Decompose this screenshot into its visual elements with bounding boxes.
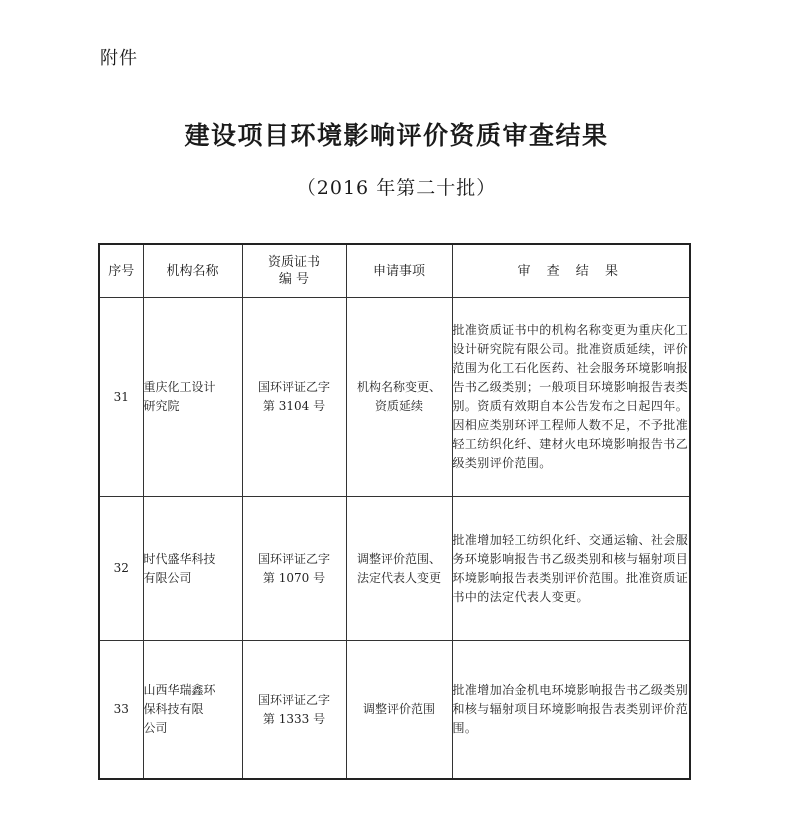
cell-cert-number: 国环评证乙字 第 1333 号 xyxy=(242,641,346,780)
table-header-row xyxy=(99,244,690,298)
cell-application-item: 机构名称变更、 资质延续 xyxy=(346,298,452,497)
column-header-no: 序号 xyxy=(99,244,143,298)
column-header-item: 申请事项 xyxy=(346,244,452,298)
cell-application-item: 调整评价范围、 法定代表人变更 xyxy=(346,497,452,641)
column-header-name: 机构名称 xyxy=(143,244,242,298)
cell-cert-number: 国环评证乙字 第 1070 号 xyxy=(242,497,346,641)
table-row xyxy=(99,497,690,641)
result-paragraph: 批准资质证书中的机构名称变更为重庆化工设计研究院有限公司。批准资质延续，评价范围为化工石化医药、社会服务环境影响报告书乙级类别；一般项目环境影响报告表类别。资质有效期自本公告发布之日起四年。 xyxy=(452,323,689,413)
attachment-label: 附件 xyxy=(100,48,138,69)
review-result-table xyxy=(98,243,691,780)
result-paragraph: 批准增加轻工纺织化纤、交通运输、社会服务环境影响报告书乙级类别和核与辐射项目环境影响报告表类别评价范围。批准资质证书中的法定代表人变更。 xyxy=(452,532,689,604)
result-paragraph: 因相应类别环评工程师人数不足，不予批准轻工纺织化纤、建材火电环境影响报告书乙级类别评价范围。 xyxy=(452,418,689,470)
cell-application-item: 调整评价范围 xyxy=(346,641,452,780)
cell-no: 31 xyxy=(99,298,143,497)
cell-org-name: 时代盛华科技 有限公司 xyxy=(143,497,242,641)
cell-review-result xyxy=(452,497,690,641)
cell-no: 33 xyxy=(99,641,143,780)
column-header-cert: 资质证书 编 号 xyxy=(242,244,346,298)
cell-review-result xyxy=(452,298,690,497)
cell-cert-number: 国环评证乙字 第 3104 号 xyxy=(242,298,346,497)
result-paragraph: 批准增加冶金机电环境影响报告书乙级类别和核与辐射项目环境影响报告表类别评价范围。 xyxy=(452,683,689,735)
cell-no: 32 xyxy=(99,497,143,641)
page-title: 建设项目环境影响评价资质审查结果 xyxy=(184,121,609,150)
cell-review-result xyxy=(452,641,690,780)
table-row xyxy=(99,641,690,780)
cell-org-name: 山西华瑞鑫环 保科技有限 公司 xyxy=(143,641,242,780)
page-subtitle: （2016 年第二十批） xyxy=(296,177,497,199)
cell-org-name: 重庆化工设计 研究院 xyxy=(143,298,242,497)
column-header-result: 审 查 结 果 xyxy=(452,244,690,298)
table-row xyxy=(99,298,690,497)
